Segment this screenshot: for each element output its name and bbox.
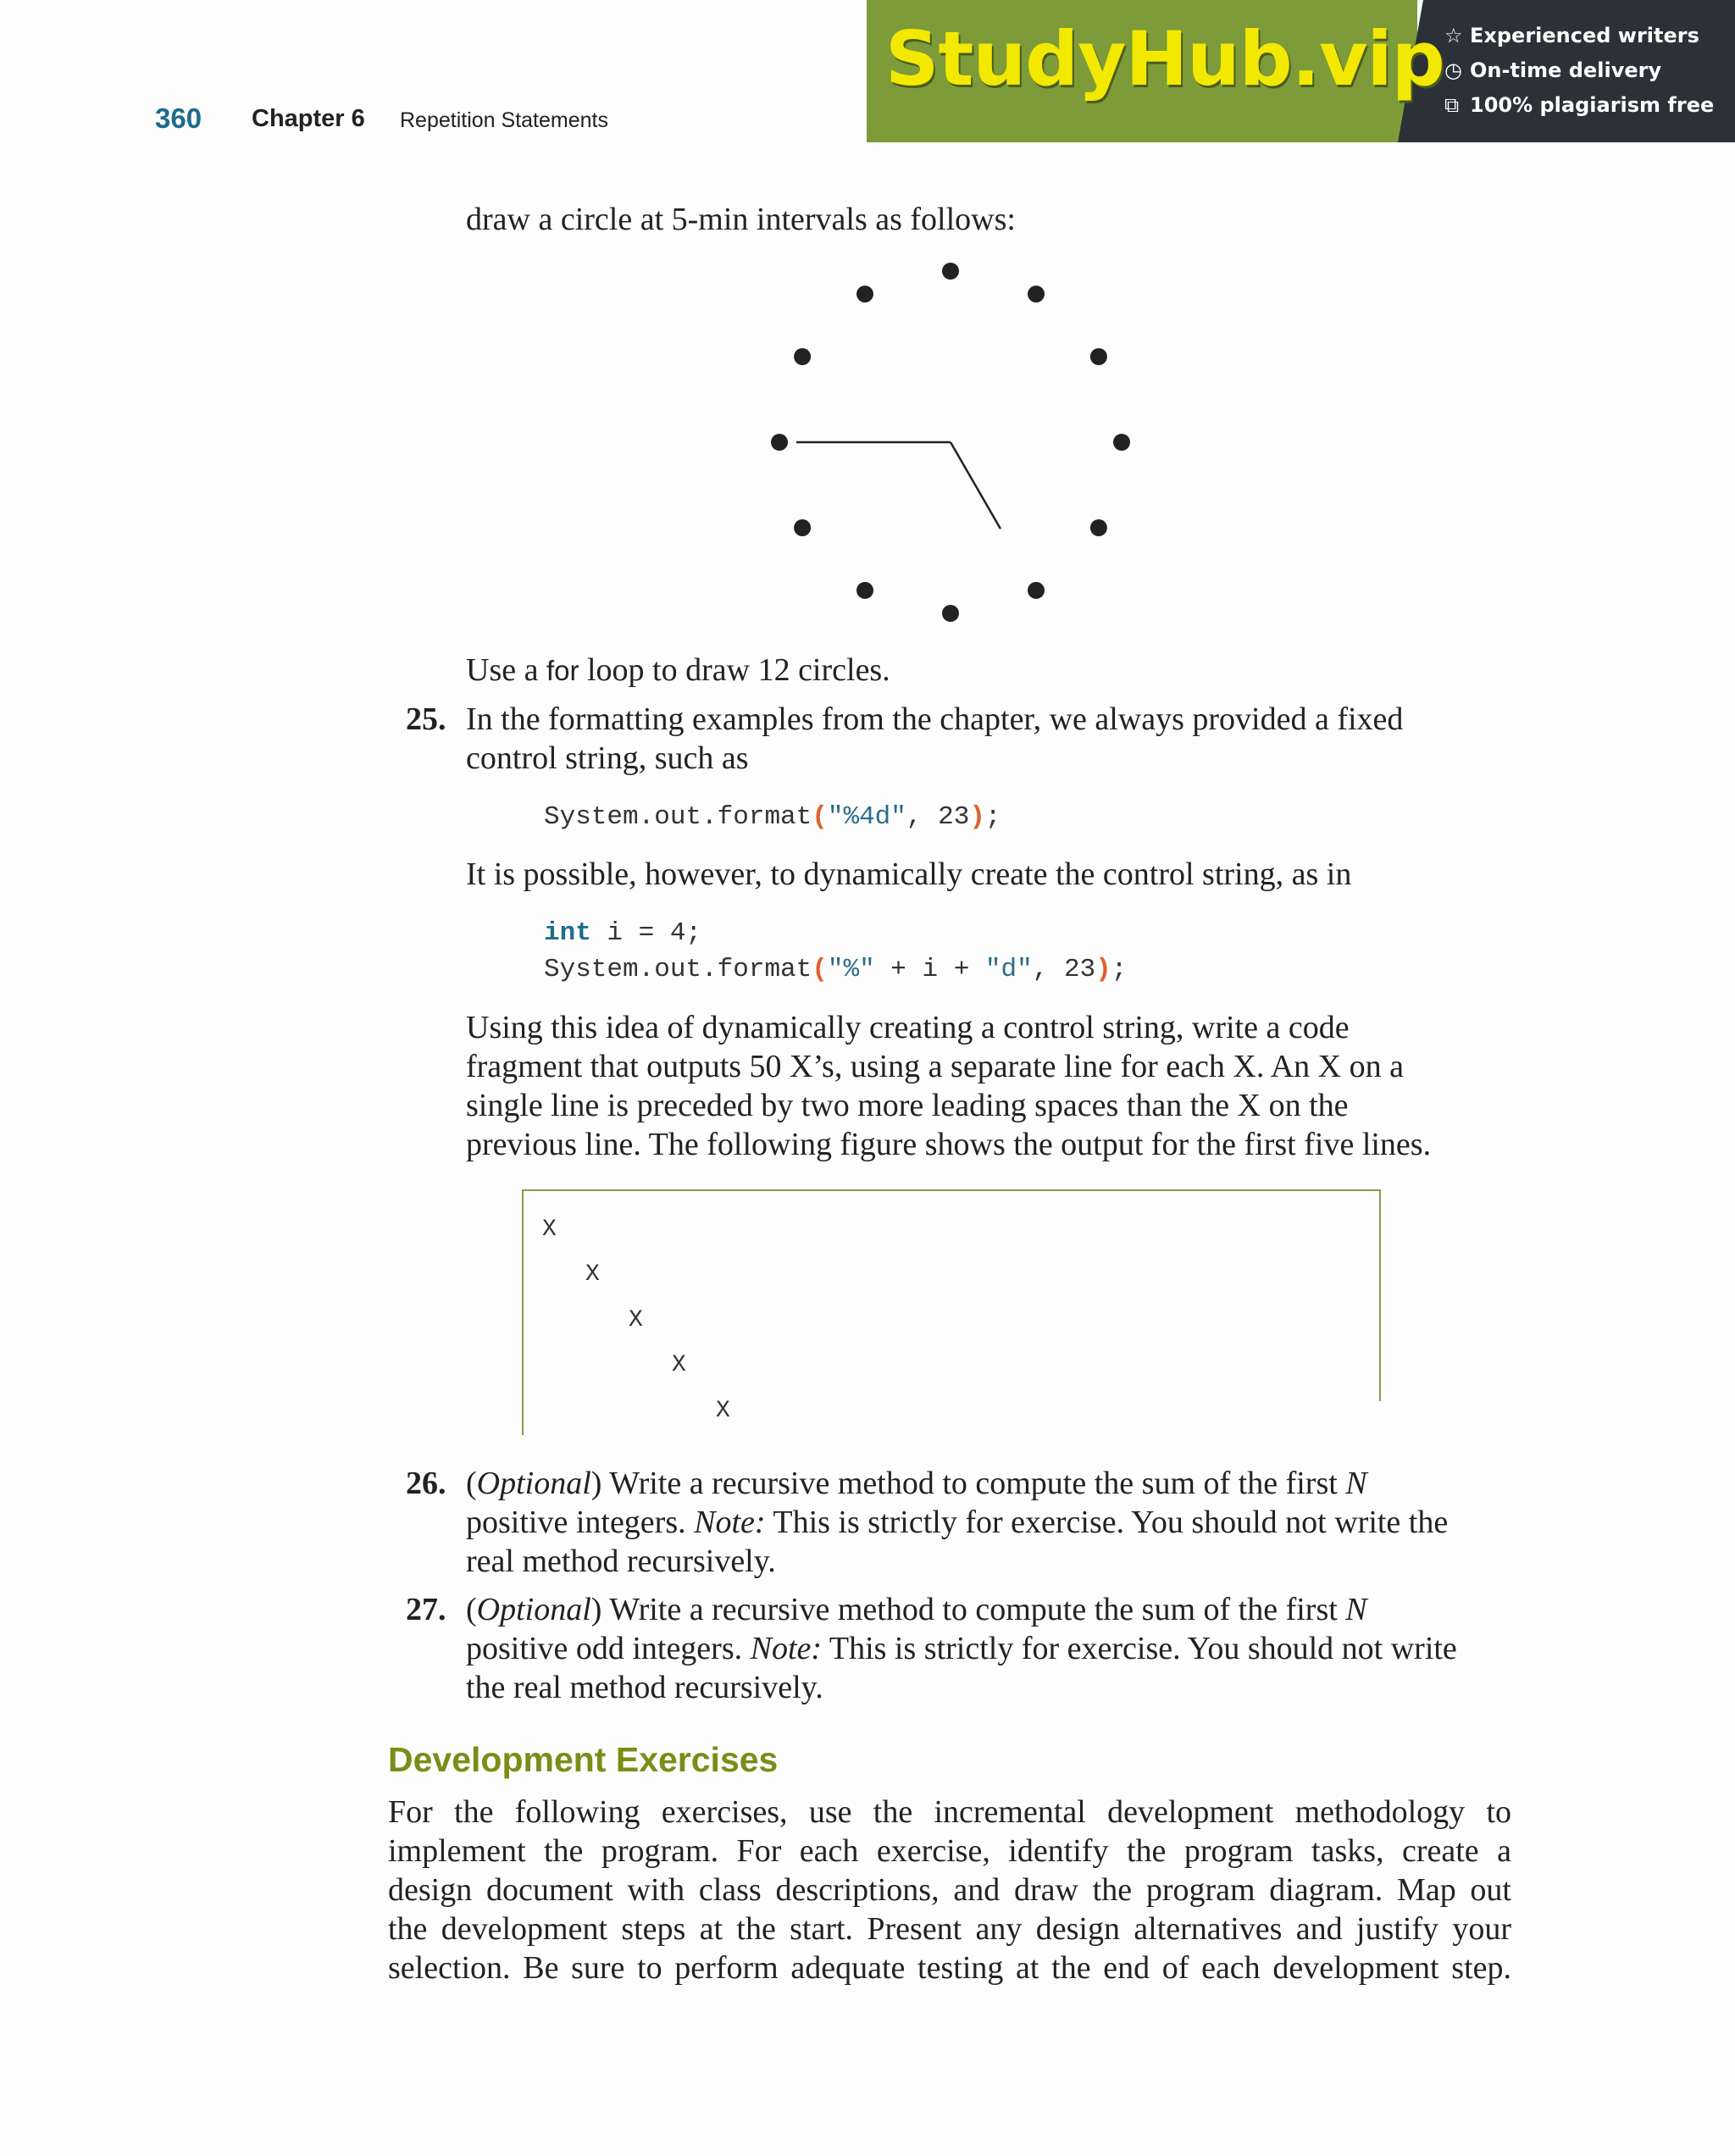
development-line: selection. Be sure to perform adequate testing at the end of each development step. xyxy=(388,1950,1511,1986)
exercise-26-line2-a: positive integers. xyxy=(466,1505,695,1540)
clock-dot xyxy=(1113,434,1130,451)
variable-n: N xyxy=(1345,1466,1367,1501)
loop-instruction xyxy=(466,651,890,690)
clock-dot xyxy=(1090,348,1107,365)
code-keyword: int xyxy=(544,918,591,948)
exercise-25-number: 25. xyxy=(406,701,446,737)
variable-n: N xyxy=(1345,1592,1367,1627)
exercise-27-line2-b: This is strictly for exercise. You should not write xyxy=(822,1631,1457,1666)
code-string: "%4d" xyxy=(827,802,906,832)
clock-icon: ◷ xyxy=(1444,58,1462,82)
exercise-27-number: 27. xyxy=(406,1592,446,1627)
exercise-26-line1-rest: ) Write a recursive method to compute the sum of the first xyxy=(590,1466,1346,1501)
loop-instruction-after: loop to draw 12 circles. xyxy=(579,652,890,688)
banner-brand-logo[interactable]: StudyHub.vip xyxy=(885,15,1444,103)
section-heading: Development Exercises xyxy=(388,1740,779,1779)
clock-dot xyxy=(856,285,873,302)
clock-dot xyxy=(794,519,811,536)
development-line: the development steps at the start. Present any design alternatives and justify your xyxy=(388,1911,1511,1947)
exercise-26-line2-b: This is strictly for exercise. You should not write the xyxy=(765,1505,1449,1540)
code-concat: + i + xyxy=(874,955,985,984)
exercise-26-line1: (Optional) Write a recursive method to compute the sum of the first N xyxy=(466,1466,1367,1501)
clock-dot xyxy=(1028,285,1045,302)
output-line: X xyxy=(716,1398,730,1424)
chapter-label: Chapter 6 xyxy=(252,105,365,132)
code-semicolon: ; xyxy=(984,802,1001,832)
development-line: implement the program. For each exercise, identify the program tasks, create a xyxy=(388,1833,1511,1869)
exercise-25-para-line3: single line is preceded by two more leading spaces than the X on the xyxy=(466,1088,1349,1123)
output-line: X xyxy=(542,1217,557,1243)
clock-dot xyxy=(794,348,811,365)
clock-minute-hand xyxy=(951,442,1001,529)
exercise-26-line2 xyxy=(466,1503,1448,1542)
exercise-27-line1: (Optional) Write a recursive method to compute the sum of the first N xyxy=(466,1592,1367,1627)
code-int-decl xyxy=(544,918,701,948)
code-method: System.out.format xyxy=(544,802,812,832)
banner-feature-label: Experienced writers xyxy=(1470,24,1699,47)
optional-label: Optional xyxy=(476,1592,591,1627)
code-string: "%" xyxy=(827,955,875,984)
note-label: Note: xyxy=(694,1505,766,1540)
clock-figure xyxy=(746,254,1152,644)
code-dynamic-format xyxy=(544,955,1127,984)
exercise-25-line1: In the formatting examples from the chapter, we always provided a fixed xyxy=(466,701,1404,737)
code-paren: ( xyxy=(812,955,828,984)
exercise-25-para-line4: previous line. The following figure shows the output for the first five lines. xyxy=(466,1127,1432,1162)
code-args: , 23 xyxy=(906,802,970,832)
note-label: Note: xyxy=(750,1631,823,1666)
output-line: X xyxy=(629,1307,643,1333)
banner-feature-label: On-time delivery xyxy=(1470,58,1662,82)
exercise-27-line2 xyxy=(466,1629,1457,1668)
banner-feature-delivery xyxy=(1444,58,1661,82)
code-semicolon: ; xyxy=(1111,955,1128,984)
code-paren: ( xyxy=(812,802,828,832)
exercise-27-line1-rest: ) Write a recursive method to compute the sum of the first xyxy=(590,1592,1346,1627)
studyhub-banner[interactable] xyxy=(867,0,1735,142)
exercise-25-para-line1: Using this idea of dynamically creating a control string, write a code xyxy=(466,1010,1350,1045)
optional-label: Optional xyxy=(476,1466,591,1501)
exercise-26-number: 26. xyxy=(406,1466,446,1501)
output-line: X xyxy=(585,1261,600,1288)
star-icon: ☆ xyxy=(1444,24,1463,47)
exercise-25-para-line2: fragment that outputs 50 X’s, using a separate line for each X. An X on a xyxy=(466,1049,1404,1084)
exercise-27-line3: the real method recursively. xyxy=(466,1670,823,1705)
for-keyword: for xyxy=(546,655,579,686)
copy-icon: ⧉ xyxy=(1444,93,1460,117)
code-args: , 23 xyxy=(1032,955,1096,984)
exercise-25-line2: control string, such as xyxy=(466,740,749,776)
banner-feature-experienced xyxy=(1444,24,1699,47)
exercise-26-line3: real method recursively. xyxy=(466,1544,776,1579)
loop-instruction-before: Use a xyxy=(466,652,546,688)
exercise-25-possible-line: It is possible, however, to dynamically create the control string, as in xyxy=(466,856,1352,892)
clock-dot xyxy=(1028,582,1045,599)
code-paren: ) xyxy=(1095,955,1111,984)
exercise-27-line2-a: positive odd integers. xyxy=(466,1631,751,1666)
output-line: X xyxy=(672,1352,686,1378)
development-line: For the following exercises, use the incremental development methodology to xyxy=(388,1794,1511,1830)
banner-feature-label: 100% plagiarism free xyxy=(1470,93,1715,117)
page-number: 360 xyxy=(155,103,202,134)
code-fixed-format xyxy=(544,802,1001,832)
clock-dot xyxy=(942,605,959,622)
code-method: System.out.format xyxy=(544,955,812,984)
code-paren: ) xyxy=(969,802,985,832)
code-string: "d" xyxy=(984,955,1033,984)
clock-dot xyxy=(856,582,873,599)
intro-line: draw a circle at 5-min intervals as follows: xyxy=(466,202,1016,237)
clock-dot xyxy=(771,434,788,451)
clock-dot xyxy=(942,263,959,280)
banner-feature-plagiarism xyxy=(1444,93,1714,117)
development-line: design document with class descriptions, and draw the program diagram. Map out xyxy=(388,1872,1511,1908)
clock-dot xyxy=(1090,519,1107,536)
code-decl-rest: i = 4; xyxy=(590,918,702,948)
chapter-title: Repetition Statements xyxy=(400,108,608,132)
output-figure xyxy=(522,1189,1381,1435)
